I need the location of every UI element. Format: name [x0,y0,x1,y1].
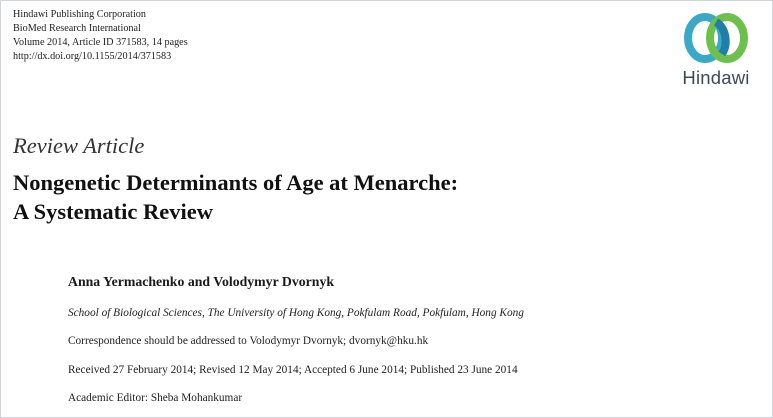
article-type: Review Article [13,133,145,158]
academic-editor: Academic Editor: Sheba Mohankumar [68,392,243,404]
publication-header [13,8,188,64]
correspondence-line: Correspondence should be addressed to Volodymyr Dvornyk; dvornyk@hku.hk [68,335,429,347]
article-title [13,168,458,226]
volume-info: Volume 2014, Article ID 371583, 14 pages [13,37,188,48]
author-affiliation: School of Biological Sciences, The University of Hong Kong, Pokfulam Road, Pokfulam, Hong Kong [68,307,524,319]
author-list: Anna Yermachenko and Volodymyr Dvornyk [68,274,335,289]
journal-name: BioMed Research International [13,23,141,34]
hindawi-wordmark: Hindawi [682,67,750,88]
hindawi-rings-icon [682,9,750,67]
title-line-1: Nongenetic Determinants of Age at Menarche: [13,170,459,195]
doi-link[interactable]: http://dx.doi.org/10.1155/2014/371583 [13,51,172,62]
hindawi-logo [672,9,760,89]
title-line-2: A Systematic Review [13,199,213,224]
publisher-name: Hindawi Publishing Corporation [13,9,146,20]
publication-dates: Received 27 February 2014; Revised 12 May 2014; Accepted 6 June 2014; Published 23 June 2014 [68,364,518,376]
